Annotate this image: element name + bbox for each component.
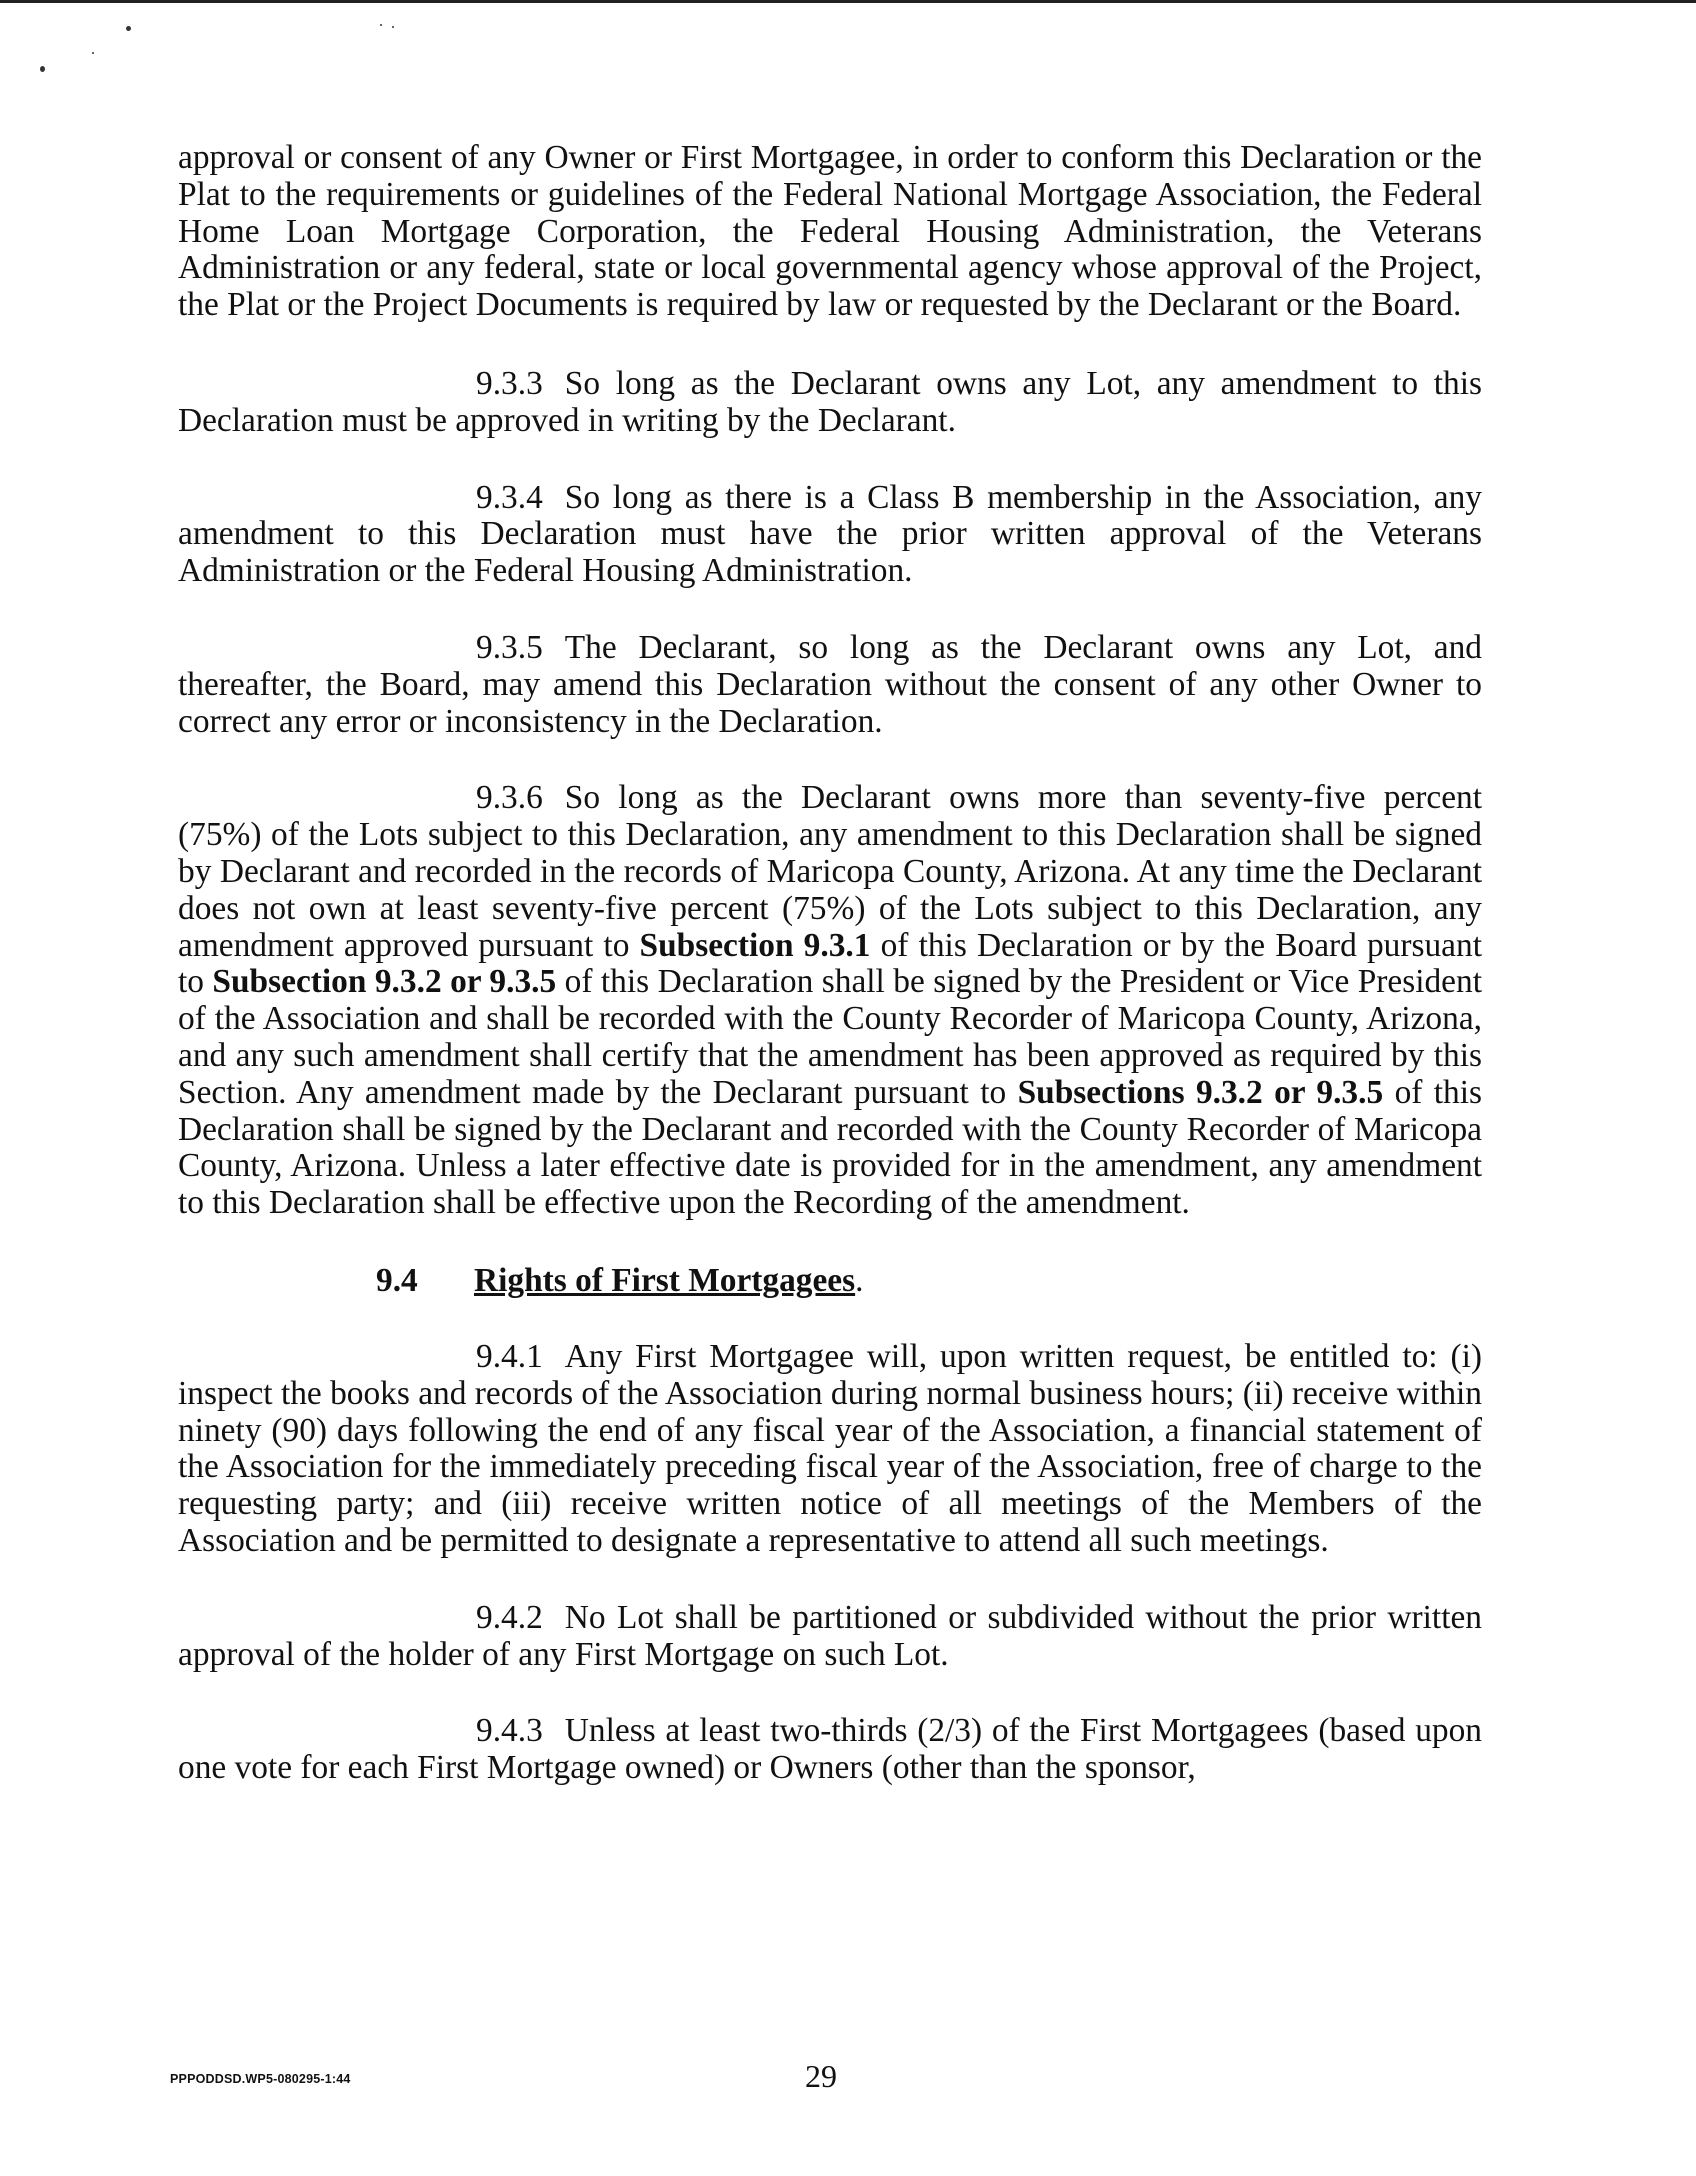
subsection-text: So long as the Declarant owns any Lot, any amendment to this Declaration must be approved in writing by the Declarant.: [178, 364, 1482, 439]
scan-speck: [126, 26, 131, 31]
paragraph-text: approval or consent of any Owner or First Mortgagee, in order to conform this Declaration or the Plat to the requirements or guidelines of the Federal National Mortgage Association, the Federal Home Loan Mortgage Corporation, the Federal Housing Administration, the Veterans Administration or any federal, state or local governmental agency whose approval of the Project, the Plat or the Project Documents is required by law or requested by the Declarant or the Board.: [178, 139, 1482, 324]
cross-reference: Subsection 9.3.2 or 9.3.5: [212, 963, 557, 1001]
subsection-number: 9.3.3: [476, 364, 543, 402]
subsection-9-3-4: [178, 480, 1482, 590]
subsection-number: 9.3.4: [476, 478, 543, 516]
section-title-period: .: [855, 1261, 864, 1299]
document-body: [178, 140, 1482, 1827]
subsection-number: 9.4.3: [476, 1712, 543, 1750]
subsection-text: No Lot shall be partitioned or subdivided without the prior written approval of the holder of any First Mortgage on such Lot.: [178, 1598, 1482, 1673]
section-heading-9-4: [376, 1262, 1482, 1299]
document-code: PPPODDSD.WP5-080295-1:44: [170, 2072, 351, 2086]
subsection-number: 9.3.6: [476, 779, 543, 817]
section-title: Rights of First Mortgagees: [474, 1261, 856, 1299]
scan-speck: [392, 26, 394, 28]
subsection-text: Any First Mortgagee will, upon written request, be entitled to: (i) inspect the books and records of the Association during normal business hours; (ii) receive within ninety (90) days following the end of any fiscal year of the Association, a financial statement of the Association for the immediately preceding fiscal year of the Association, free of charge to the requesting party; and (iii) receive written notice of all meetings of the Members of the Association and be permitted to designate a representative to attend all such meetings.: [178, 1337, 1482, 1559]
subsection-number: 9.3.5: [476, 628, 543, 666]
page-number: 29: [805, 2058, 837, 2094]
subsection-9-4-1: [178, 1339, 1482, 1560]
subsection-text: of this Declaration or by the Board pursuant to: [178, 926, 1482, 1001]
scan-speck: [40, 66, 45, 72]
subsection-text: Unless at least two-thirds (2/3) of the First Mortgagees (based upon one vote for each First Mortgage owned) or Owners (other than the sponsor,: [178, 1712, 1482, 1787]
cross-reference: Subsections 9.3.2 or 9.3.5: [1017, 1073, 1384, 1111]
scan-speck: [92, 52, 94, 54]
subsection-number: 9.4.2: [476, 1598, 543, 1636]
scan-speck: [380, 24, 382, 26]
subsection-text: So long as there is a Class B membership in the Association, any amendment to this Declaration must have the prior written approval of the Veterans Administration or the Federal Housing Administration.: [178, 478, 1482, 590]
subsection-9-4-2: [178, 1600, 1482, 1674]
subsection-text: of this Declaration shall be signed by the President or Vice President of the Association and shall be recorded with the County Recorder of Maricopa County, Arizona, and any such amendment shall certify that the amendment has been approved as required by this Section. Any amendment made by the Declarant pursuant to: [178, 963, 1482, 1111]
subsection-9-3-6: [178, 780, 1482, 1222]
cross-reference: Subsection 9.3.1: [639, 926, 871, 964]
subsection-9-3-3: [178, 366, 1482, 440]
subsection-text: The Declarant, so long as the Declarant owns any Lot, and thereafter, the Board, may amend this Declaration without the consent of any other Owner to correct any error or inconsistency in the Declaration.: [178, 628, 1482, 740]
subsection-text: So long as the Declarant owns more than seventy-five percent (75%) of the Lots subject to this Declaration, any amendment to this Declaration shall be signed by Declarant and recorded in the records of Maricopa County, Arizona. At any time the Declarant does not own at least seventy-five percent (75%) of the Lots subject to this Declaration, any amendment approved pursuant to: [178, 779, 1482, 964]
section-number: 9.4: [376, 1261, 418, 1299]
subsection-number: 9.4.1: [476, 1337, 543, 1375]
subsection-9-3-5: [178, 630, 1482, 740]
subsection-9-4-3: [178, 1713, 1482, 1787]
paragraph-continued-9-3-2: [178, 140, 1482, 324]
subsection-text: of this Declaration shall be signed by the Declarant and recorded with the County Recorder of Maricopa County, Arizona. Unless a later effective date is provided for in the amendment, any amendment to this Declaration shall be effective upon the Recording of the amendment.: [178, 1073, 1482, 1222]
scan-top-edge: [0, 0, 1696, 3]
